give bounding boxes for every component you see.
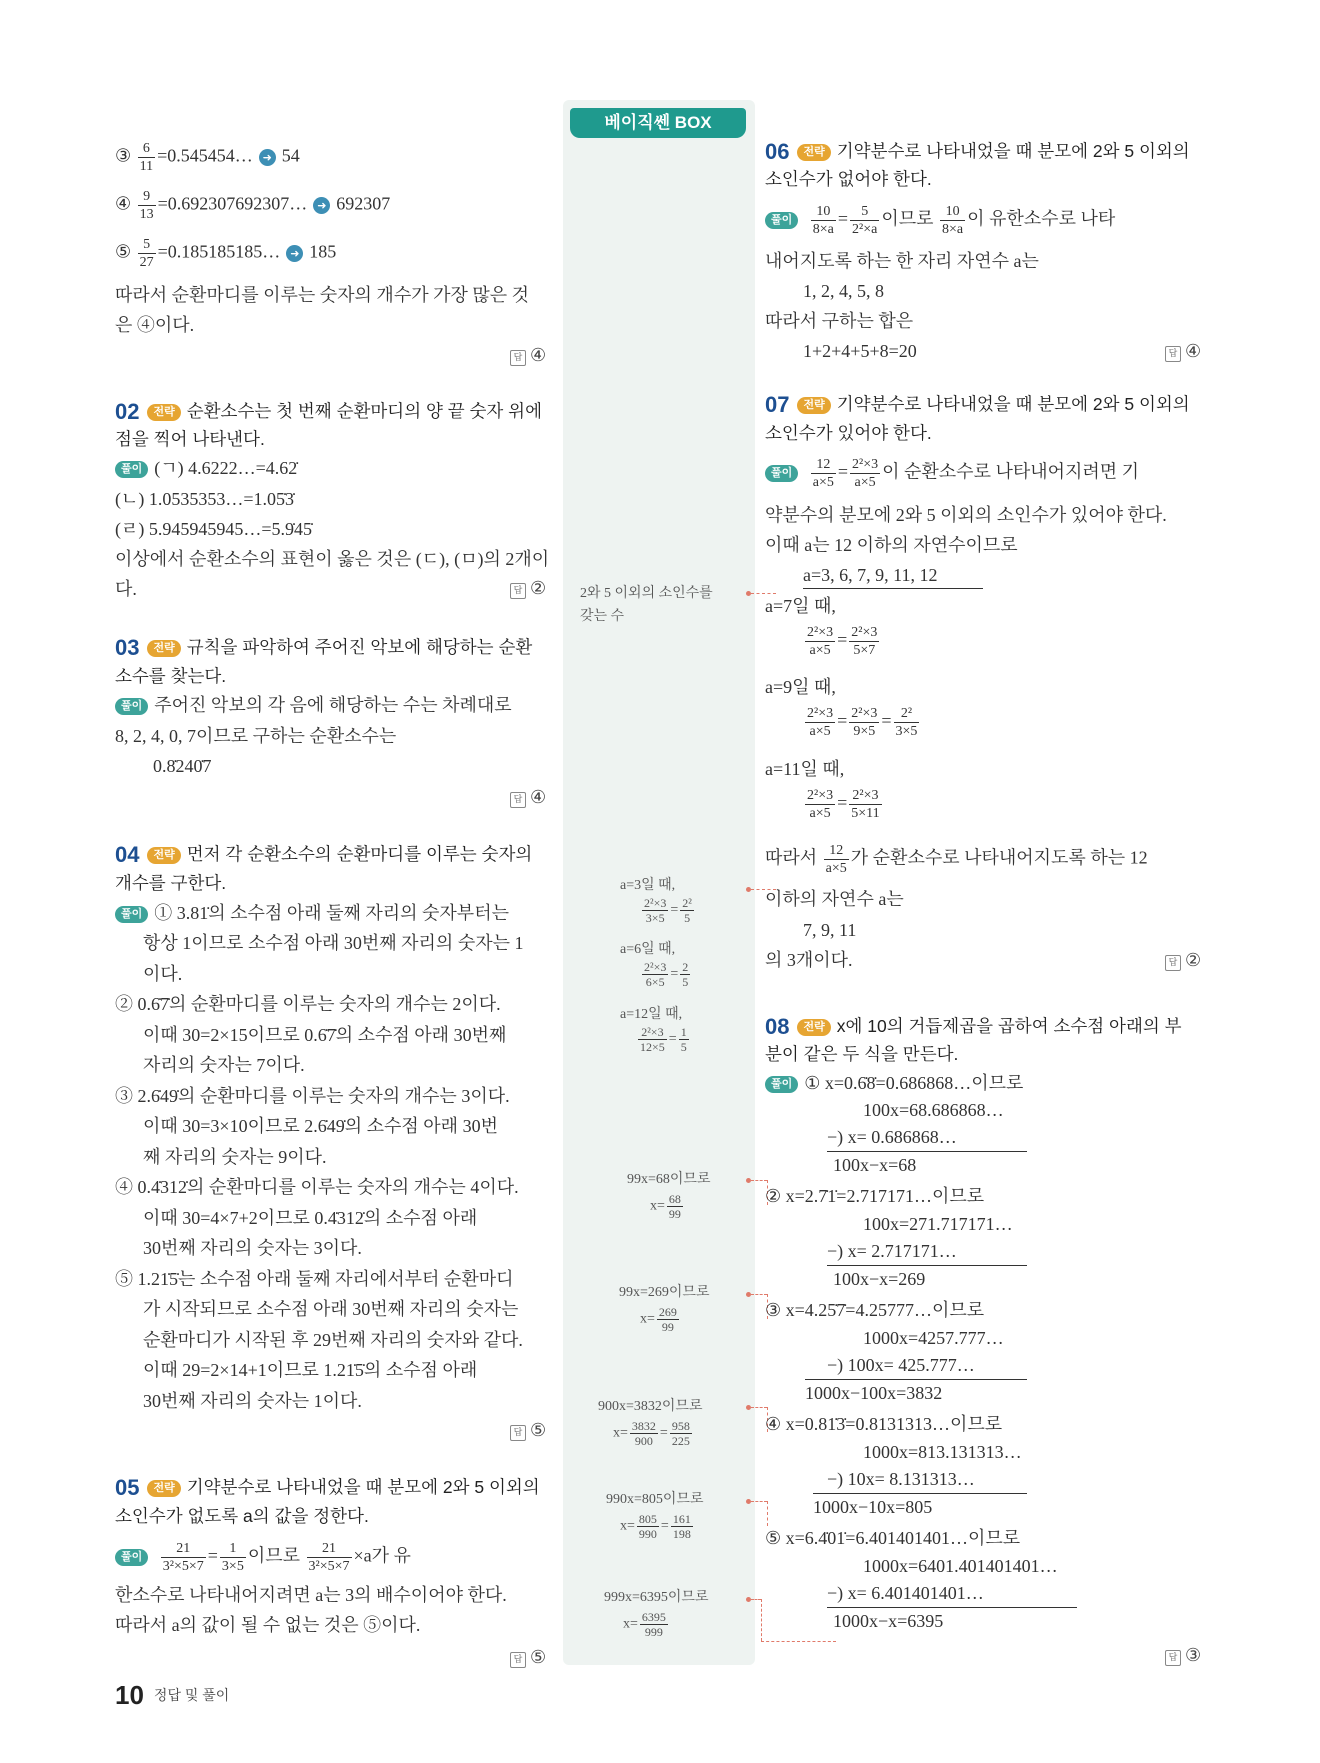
q06-heading-cont: 소인수가 없어야 한다. — [765, 169, 932, 189]
q01-line-3: ③ $\frac{6}{11}$ =0.545454… ➜ 54 — [115, 141, 300, 174]
side-note: 900x=3832이므로 — [598, 1399, 703, 1414]
q07-case-11: a=11일 때, — [765, 759, 845, 779]
side-note: 990x=805이므로 — [606, 1492, 704, 1507]
q05-line: 따라서 a의 값이 될 수 없는 것은 ⑤이다. — [115, 1615, 421, 1635]
q02-line: (ㄴ) 1.0535353…=1.05̇3̇ — [115, 489, 295, 509]
answer-icon: 답 — [1165, 955, 1181, 971]
q04-line: 30번째 자리의 숫자는 1이다. — [143, 1391, 362, 1411]
side-fraction: x= $\frac{68}{99}$ — [650, 1192, 681, 1221]
q01-answer: 답 ④ — [510, 345, 546, 366]
arrow-icon: ➜ — [313, 197, 330, 214]
q08-line: 100x=271.717171… — [863, 1214, 1013, 1234]
q08-line: 1000x−10x=805 — [813, 1497, 933, 1517]
q02-line: 이상에서 순환소수의 표현이 옳은 것은 (ㄷ), (ㅁ)의 2개이 — [115, 549, 550, 569]
answer-icon: 답 — [1165, 1650, 1181, 1666]
q08-line: 100x−x=269 — [833, 1269, 926, 1289]
q07-line: 약분수의 분모에 2와 5 이외의 소인수가 있어야 한다. — [765, 505, 1167, 525]
q01-text: 따라서 순환마디를 이루는 숫자의 개수가 가장 많은 것 — [115, 285, 530, 305]
q04-line: 이때 29=2×14+1이므로 1.21̇5̇의 소수점 아래 — [143, 1360, 478, 1380]
side-fraction: $\frac{\text{2²×3}}{6\times 5}$ = $\frac{2}{5}$ — [644, 960, 689, 989]
q04-line: ⑤ 1.21̇5̇는 소수점 아래 둘째 자리에서부터 순환마디 — [115, 1269, 514, 1289]
answer-icon: 답 — [510, 1652, 526, 1668]
q08-block-1: 풀이 ① x=0.6̇8̇=0.686868…이므로 — [765, 1070, 1023, 1096]
q07-line: a=3, 6, 7, 9, 11, 12 — [803, 565, 938, 585]
q08-line: 1000x=4257.777… — [863, 1328, 1004, 1348]
q06-line: 1+2+4+5+8=20 — [803, 341, 917, 361]
q08-line: −) x= 0.686868… — [827, 1127, 957, 1147]
q08-answer: 답 ③ — [1165, 1645, 1201, 1666]
box-title: 베이직쎈 BOX — [570, 108, 746, 138]
q08-line: −) x= 2.717171… — [827, 1241, 957, 1261]
q05-heading-cont: 소인수가 없도록 a의 값을 정한다. — [115, 1506, 369, 1526]
q05-equation: 풀이 $\frac{21}{\text{3²×5×7}}$ = $\frac{1}{3\times 5}$ 이므로 $\frac{21}{\text{3²×5×7}}$ ×a가 유 — [115, 1540, 411, 1575]
q04-line: 이다. — [143, 964, 183, 984]
side-fraction: $\frac{\text{2²×3}}{3\times 5}$ = $\frac{\text{2²}}{5}$ — [644, 896, 692, 925]
q07-line: 의 3개이다. — [765, 950, 853, 970]
q08-heading-cont: 분이 같은 두 식을 만든다. — [765, 1044, 959, 1064]
q07-equation: 풀이 $\frac{12}{a\times 5}$ = $\frac{\text{2²×3}}{a\times 5}$ 이 순환소수로 나타내어지려면 기 — [765, 456, 1139, 491]
q03-line: 풀이 주어진 악보의 각 음에 해당하는 수는 차례대로 — [115, 692, 512, 718]
q01-text: 은 ④이다. — [115, 315, 195, 335]
q06-answer: 답 ④ — [1165, 341, 1201, 362]
q03-line: 0.8̇240̇7 — [153, 756, 212, 776]
q07-line: 이때 a는 12 이하의 자연수이므로 — [765, 535, 1018, 555]
leader-line — [751, 1501, 767, 1502]
q08-block-2: ② x=2.7̇1̇=2.717171…이므로 — [765, 1186, 985, 1206]
side-note: 갖는 수 — [580, 609, 625, 624]
q04-heading-cont: 개수를 구한다. — [115, 873, 227, 893]
q06-line: 내어지도록 하는 한 자리 자연수 a는 — [765, 251, 1039, 271]
q03-answer: 답 ④ — [510, 787, 546, 808]
q04-answer: 답 ⑤ — [510, 1420, 546, 1441]
leader-line — [761, 1599, 762, 1641]
q05-line: 한소수로 나타내어지려면 a는 3의 배수이어야 한다. — [115, 1585, 507, 1605]
side-fraction: x= $\frac{3832}{900}$ = $\frac{958}{225}$ — [613, 1419, 690, 1448]
side-note: 2와 5 이외의 소인수를 — [580, 586, 713, 601]
q07-line: 이하의 자연수 a는 — [765, 889, 904, 909]
q04-line: 가 시작되므로 소수점 아래 30번째 자리의 숫자는 — [143, 1299, 519, 1319]
q07-heading: 07 전략 기약분수로 나타내었을 때 분모에 2와 5 이외의 — [765, 392, 1190, 417]
side-fraction: $\frac{\text{2²×3}}{12\times 5}$ = $\frac{1}{5}$ — [640, 1025, 687, 1054]
q07-case-9-eq: $\frac{\text{2²×3}}{a\times 5}$ = $\frac{\text{2²×3}}{9\times 5}$ = $\frac{\text{2²}}{3\times 5}$ — [807, 706, 918, 739]
q04-line: 자리의 숫자는 7이다. — [143, 1055, 305, 1075]
q04-line: 이때 30=3×10이므로 2.6̇49̇의 소수점 아래 30번 — [143, 1116, 498, 1136]
q07-case-7: a=7일 때, — [765, 596, 836, 616]
q03-heading: 03 전략 규칙을 파악하여 주어진 악보에 해당하는 순환 — [115, 635, 533, 660]
q01-line-4: ④ $\frac{9}{13}$ =0.692307692307… ➜ 692307 — [115, 189, 391, 222]
footer-label: 정답 및 풀이 — [153, 1687, 230, 1703]
q04-line: 30번째 자리의 숫자는 3이다. — [143, 1238, 362, 1258]
q07-case-9: a=9일 때, — [765, 677, 836, 697]
leader-line — [761, 1641, 836, 1642]
q04-line: 순환마디가 시작된 후 29번째 자리의 숫자와 같다. — [143, 1330, 523, 1350]
side-note: 99x=68이므로 — [627, 1172, 711, 1187]
side-note: a=12일 때, — [620, 1007, 683, 1022]
q02-line: 풀이 (ㄱ) 4.6222…=4.62̇ — [115, 455, 297, 481]
side-fraction: x= $\frac{805}{990}$ = $\frac{161}{198}$ — [620, 1512, 691, 1541]
q07-case-11-eq: $\frac{\text{2²×3}}{a\times 5}$ = $\frac{\text{2²×3}}{5\times 11}$ — [807, 788, 880, 821]
q08-line: −) x= 6.401401401… — [827, 1583, 984, 1603]
side-fraction: x= $\frac{269}{99}$ — [640, 1305, 677, 1334]
q02-heading: 02 전략 순환소수는 첫 번째 순환마디의 양 끝 숫자 위에 — [115, 399, 542, 424]
q08-line: 100x−x=68 — [833, 1155, 917, 1175]
leader-line — [751, 1599, 761, 1600]
q08-line: 1000x−x=6395 — [833, 1611, 944, 1631]
q08-line: 1000x=6401.401401401… — [863, 1556, 1058, 1576]
q03-heading-cont: 소수를 찾는다. — [115, 666, 227, 686]
q01-line-5: ⑤ $\frac{5}{27}$ =0.185185185… ➜ 185 — [115, 237, 337, 270]
leader-line — [751, 1294, 767, 1295]
q04-line: 이때 30=2×15이므로 0.6̇7̇의 소수점 아래 30번째 — [143, 1025, 507, 1045]
q04-line: ④ 0.4̇312̇의 순환마디를 이루는 숫자의 개수는 4이다. — [115, 1177, 519, 1197]
arrow-icon: ➜ — [286, 245, 303, 262]
arrow-icon: ➜ — [259, 149, 276, 166]
q08-block-3: ③ x=4.25̇7̇=4.25777…이므로 — [765, 1300, 985, 1320]
q05-answer: 답 ⑤ — [510, 1647, 546, 1668]
page-number: 10 — [115, 1680, 144, 1710]
page-footer — [115, 1680, 229, 1711]
side-note: a=3일 때, — [620, 878, 676, 893]
leader-line — [751, 1407, 767, 1408]
q04-line: ③ 2.6̇49̇의 순환마디를 이루는 숫자의 개수는 3이다. — [115, 1086, 510, 1106]
q08-line: 100x=68.686868… — [863, 1100, 1004, 1120]
q04-line: 항상 1이므로 소수점 아래 30번째 자리의 숫자는 1 — [143, 933, 524, 953]
answer-icon: 답 — [510, 1425, 526, 1441]
underline — [803, 588, 983, 589]
side-note: a=6일 때, — [620, 942, 676, 957]
q06-heading: 06 전략 기약분수로 나타내었을 때 분모에 2와 5 이외의 — [765, 139, 1190, 164]
q06-equation: 풀이 $\frac{10}{8\times a}$ = $\frac{5}{\text{2²×a}}$ 이므로 $\frac{10}{8\times a}$ 이 유한소수로 나타 — [765, 203, 1115, 238]
side-note: 99x=269이므로 — [619, 1285, 710, 1300]
answer-icon: 답 — [1165, 346, 1181, 362]
q06-line: 따라서 구하는 합은 — [765, 311, 914, 331]
q08-block-5: ⑤ x=6.4̇01̇=6.401401401…이므로 — [765, 1528, 1021, 1548]
q02-line: 다. — [115, 579, 137, 599]
q08-line: 1000x=813.131313… — [863, 1442, 1022, 1462]
answer-icon: 답 — [510, 792, 526, 808]
q07-line: 7, 9, 11 — [803, 920, 857, 940]
q08-heading: 08 전략 x에 10의 거듭제곱을 곱하여 소수점 아래의 부 — [765, 1014, 1182, 1039]
q08-line: −) 100x= 425.777… — [827, 1355, 975, 1375]
q02-heading-cont: 점을 찍어 나타낸다. — [115, 429, 265, 449]
q07-heading-cont: 소인수가 있어야 한다. — [765, 423, 932, 443]
q08-line: 1000x−100x=3832 — [805, 1383, 943, 1403]
q05-heading: 05 전략 기약분수로 나타내었을 때 분모에 2와 5 이외의 — [115, 1475, 540, 1500]
q04-line: 째 자리의 숫자는 9이다. — [143, 1147, 327, 1167]
q07-answer: 답 ② — [1165, 950, 1201, 971]
answer-icon: 답 — [510, 350, 526, 366]
q04-line: ② 0.6̇7̇의 순환마디를 이루는 숫자의 개수는 2이다. — [115, 994, 501, 1014]
leader-line — [751, 1180, 767, 1181]
side-fraction: x= $\frac{6395}{999}$ — [623, 1610, 666, 1639]
answer-icon: 답 — [510, 583, 526, 599]
leader-line — [767, 1501, 768, 1526]
side-note: 999x=6395이므로 — [604, 1590, 709, 1605]
q04-heading: 04 전략 먼저 각 순환소수의 순환마디를 이루는 숫자의 — [115, 842, 533, 867]
q04-line: 이때 30=4×7+2이므로 0.4̇312̇의 소수점 아래 — [143, 1208, 478, 1228]
q06-line: 1, 2, 4, 5, 8 — [803, 281, 884, 301]
q02-answer: 답 ② — [510, 578, 546, 599]
q03-line: 8, 2, 4, 0, 7이므로 구하는 순환소수는 — [115, 726, 397, 746]
q04-line: 풀이 ① 3.81̇의 소수점 아래 둘째 자리의 숫자부터는 — [115, 900, 509, 926]
q07-conclusion: 따라서 $\frac{12}{a\times 5}$ 가 순환소수로 나타내어지도록 하는 12 — [765, 843, 1148, 876]
q07-case-7-eq: $\frac{\text{2²×3}}{a\times 5}$ = $\frac{\text{2²×3}}{5\times 7}$ — [807, 625, 878, 658]
q08-block-4: ④ x=0.81̇3̇=0.8131313…이므로 — [765, 1414, 1003, 1434]
q02-line: (ㄹ) 5.945945945…=5.9̇45̇ — [115, 519, 313, 539]
q08-line: −) 10x= 8.131313… — [827, 1469, 975, 1489]
